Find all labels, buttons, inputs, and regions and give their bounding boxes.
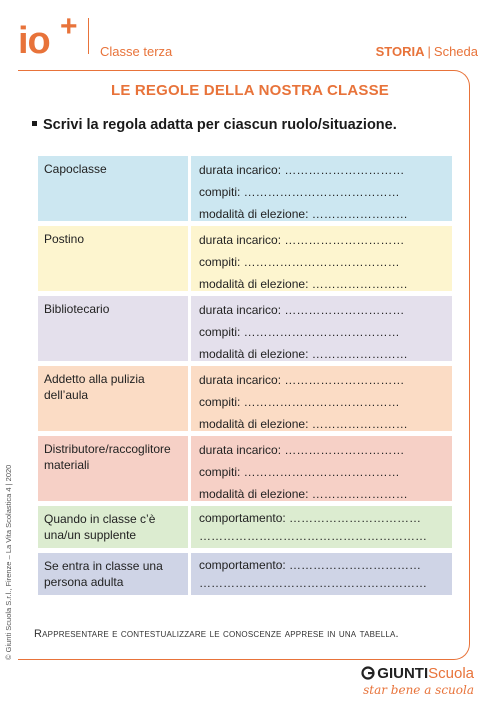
brand-name — [361, 666, 474, 682]
field-line[interactable]: ………………………………………………… — [199, 529, 427, 543]
table-row — [38, 366, 452, 431]
class-label: Classe terza — [100, 44, 173, 59]
field-line[interactable]: modalità di elezione: …………………… — [199, 277, 408, 291]
table-row — [38, 156, 452, 221]
fields-cell — [191, 296, 452, 361]
copyright-note: © Giunti Scuola S.r.l., Firenze – La Vita Scolastica 4 | 2020 — [4, 464, 13, 660]
field-line[interactable]: durata incarico: ………………………… — [199, 443, 405, 457]
plus-icon: + — [60, 10, 78, 43]
brand-name-accent: Scuola — [428, 665, 474, 682]
role-cell: Bibliotecario — [38, 296, 188, 361]
table-row — [38, 436, 452, 501]
brand-tagline: star bene a scuola — [363, 683, 474, 697]
page-title: LE REGOLE DELLA NOSTRA CLASSE — [110, 82, 390, 99]
table-row — [38, 226, 452, 291]
brand-name-main: GIUNTI — [377, 665, 429, 682]
role-cell: Distributore/raccoglitore materiali — [38, 436, 188, 501]
role-cell: Se entra in classe una persona adulta — [38, 553, 188, 595]
field-line[interactable]: modalità di elezione: …………………… — [199, 487, 408, 501]
subject-separator: | — [427, 44, 431, 59]
field-line[interactable]: modalità di elezione: …………………… — [199, 417, 408, 431]
table-row — [38, 296, 452, 361]
role-cell: Addetto alla pulizia dell’aula — [38, 366, 188, 431]
table-row — [38, 553, 452, 595]
field-line[interactable]: durata incarico: ………………………… — [199, 163, 405, 177]
field-line[interactable]: compiti: ………………………………… — [199, 465, 400, 479]
fields-cell — [191, 436, 452, 501]
bullet-icon — [32, 121, 37, 126]
fields-cell — [191, 506, 452, 548]
field-line[interactable]: durata incarico: ………………………… — [199, 233, 405, 247]
subject-label — [376, 44, 478, 59]
instruction-text: Scrivi la regola adatta per ciascun ruolo/situazione. — [43, 117, 397, 133]
field-line[interactable]: compiti: ………………………………… — [199, 185, 400, 199]
fields-cell — [191, 553, 452, 595]
footer-note: Rappresentare e contestualizzare le conoscenze apprese in una tabella. — [34, 628, 399, 640]
role-cell: Capoclasse — [38, 156, 188, 221]
io-plus-logo — [18, 10, 78, 62]
role-cell: Postino — [38, 226, 188, 291]
field-line[interactable]: comportamento: …………………………… — [199, 511, 422, 525]
field-line[interactable]: modalità di elezione: …………………… — [199, 347, 408, 361]
field-line[interactable]: durata incarico: ………………………… — [199, 303, 405, 317]
giunti-logo-icon — [361, 666, 375, 682]
field-line[interactable]: durata incarico: ………………………… — [199, 373, 405, 387]
field-line[interactable]: compiti: ………………………………… — [199, 395, 400, 409]
role-cell: Quando in classe c’è una/un supplente — [38, 506, 188, 548]
sheet-type: Scheda — [433, 44, 478, 59]
field-line[interactable]: compiti: ………………………………… — [199, 325, 400, 339]
table-row — [38, 506, 452, 548]
field-line[interactable]: comportamento: …………………………… — [199, 558, 422, 572]
field-line[interactable]: compiti: ………………………………… — [199, 255, 400, 269]
fields-cell — [191, 366, 452, 431]
fields-cell — [191, 156, 452, 221]
giunti-scuola-brand — [361, 666, 474, 698]
logo-text: io — [18, 20, 50, 62]
header-divider — [88, 18, 89, 54]
instruction — [32, 117, 397, 133]
fields-cell — [191, 226, 452, 291]
field-line[interactable]: modalità di elezione: …………………… — [199, 207, 408, 221]
subject-name: STORIA — [375, 44, 425, 59]
field-line[interactable]: ………………………………………………… — [199, 576, 427, 590]
